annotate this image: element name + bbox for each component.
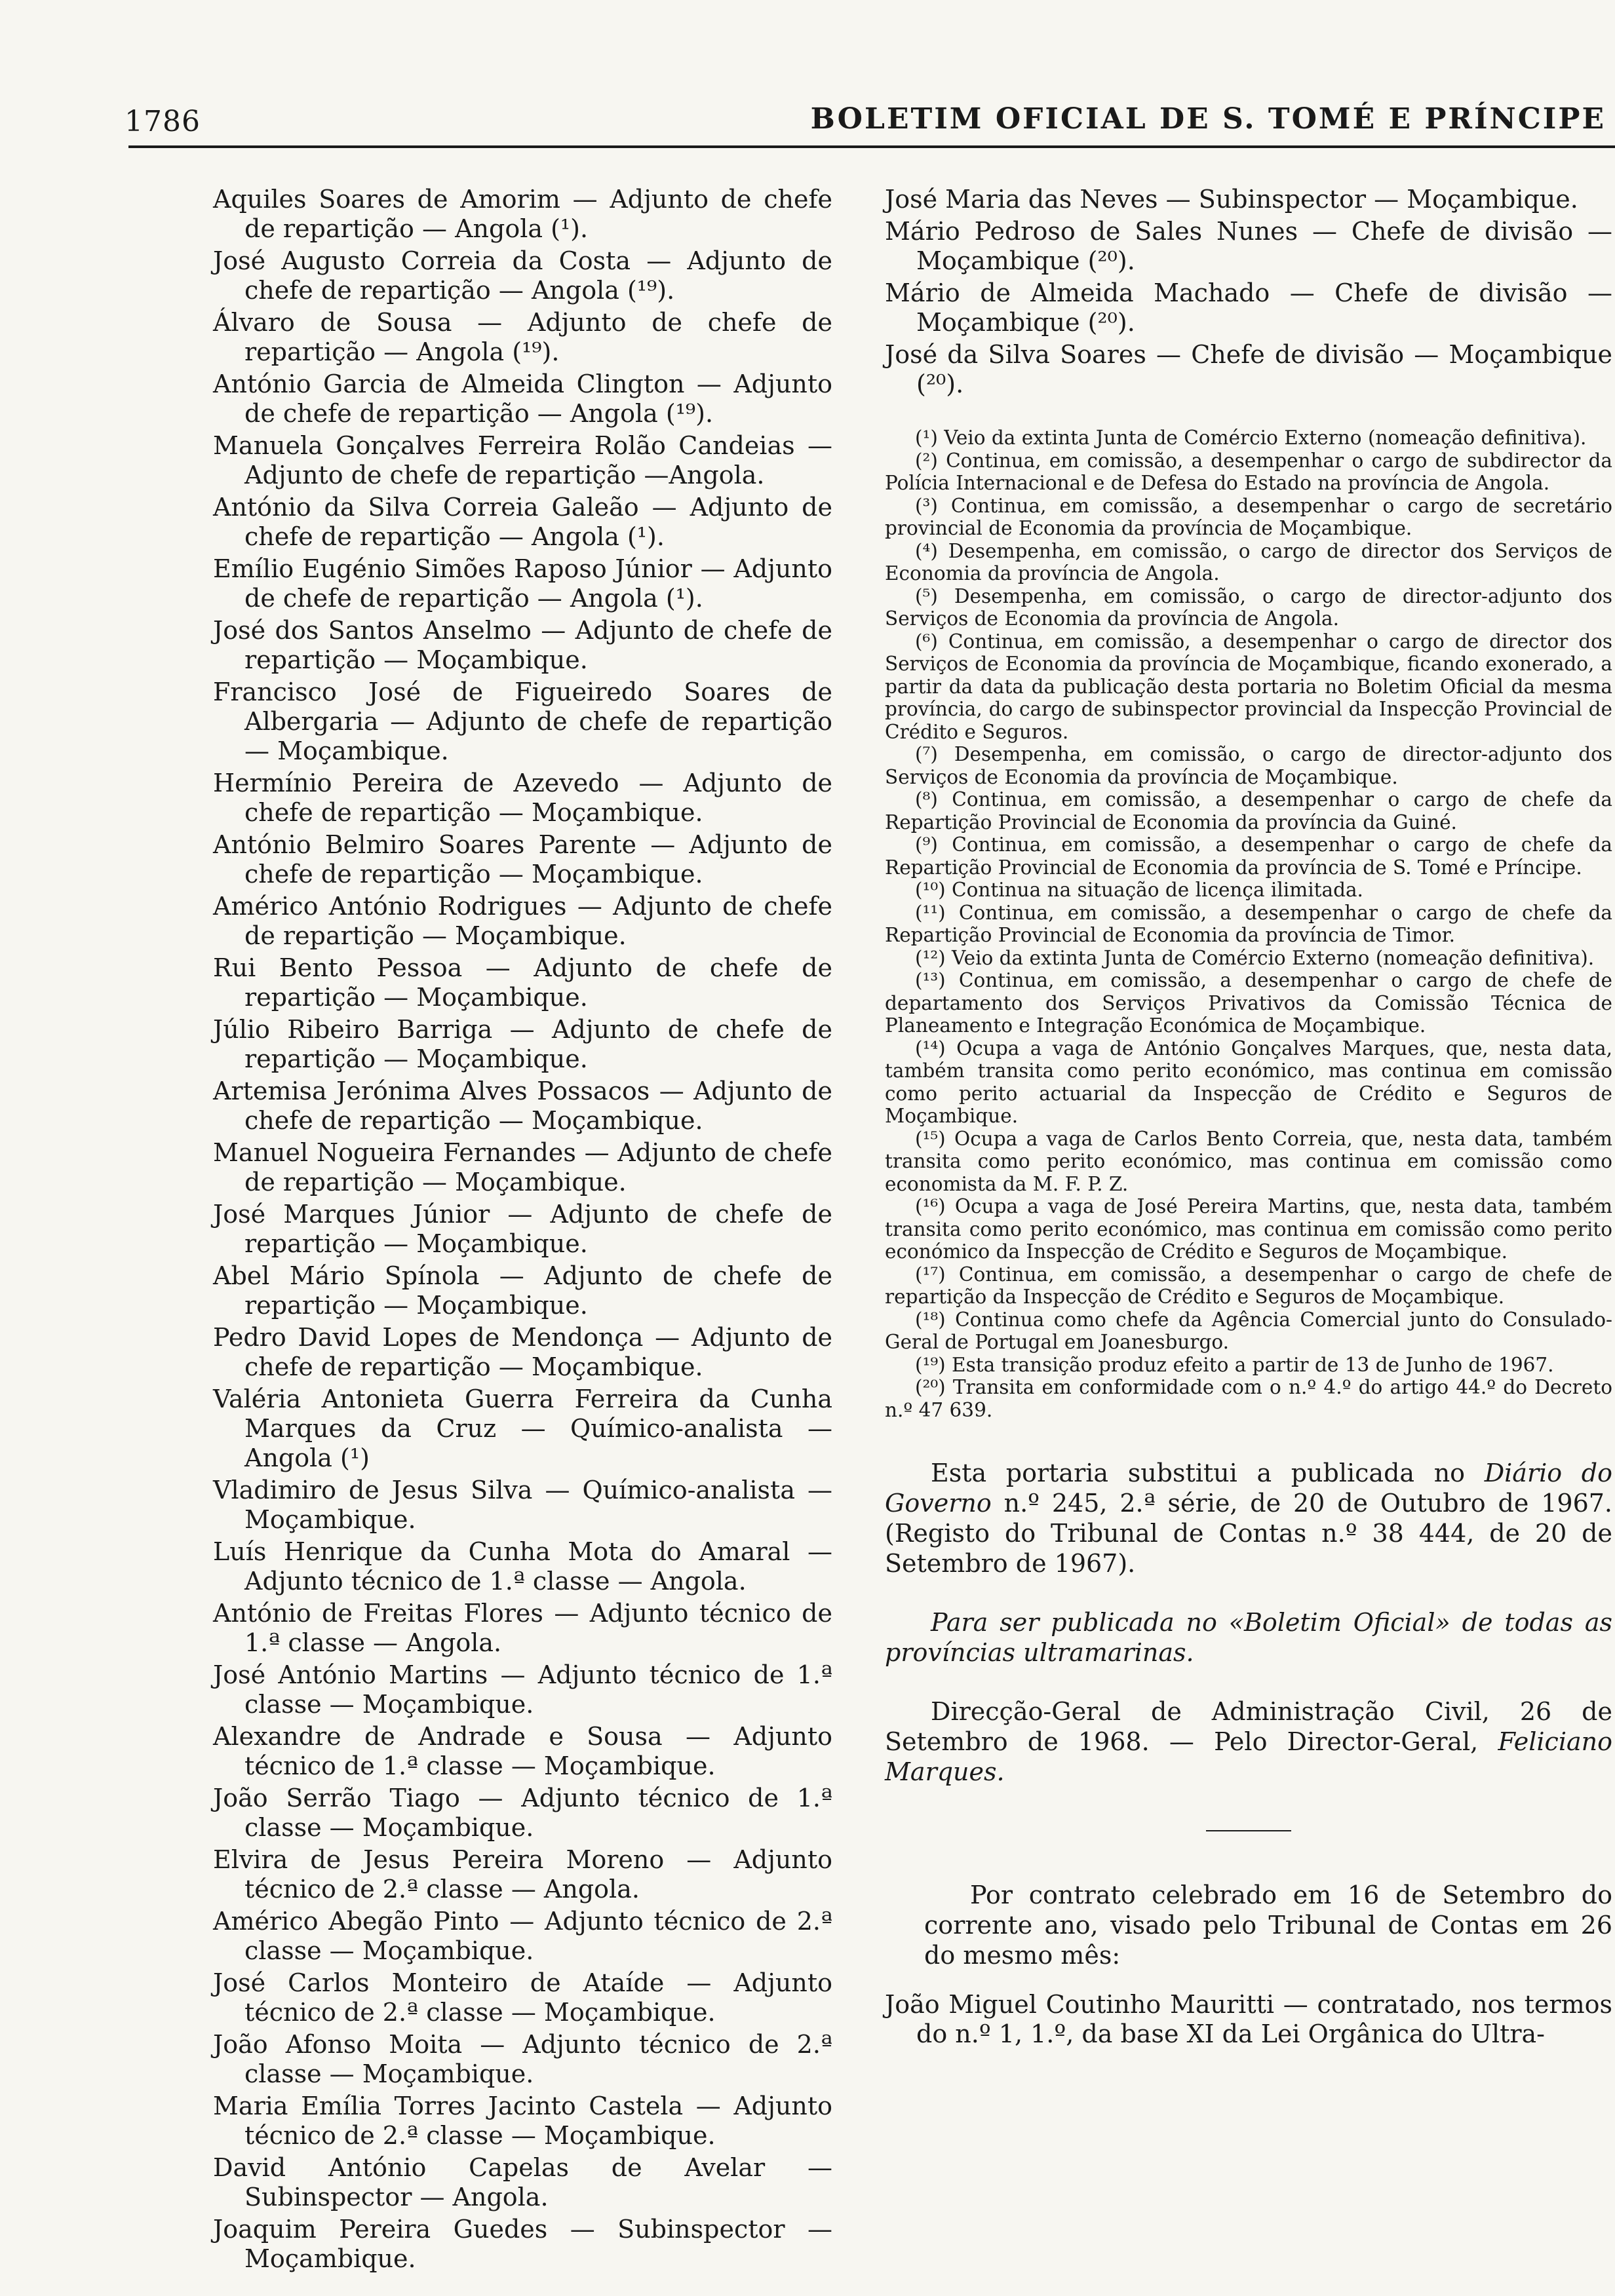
appointee-name: Emílio Eugénio Simões Raposo Júnior	[213, 554, 692, 583]
appointment-detail: — Químico-analista — Angola (¹)	[244, 1414, 832, 1472]
appointment-detail: — Adjunto de chefe de repartição — Moçambique.	[244, 953, 832, 1012]
appointment-entry	[213, 185, 832, 244]
appointment-detail: — Adjunto técnico de 2.ª classe — Moçambique.	[244, 2092, 832, 2150]
appointee-name: José António Martins	[213, 1660, 488, 1689]
appointment-entry	[213, 1385, 832, 1473]
appointee-name: José Augusto Correia da Costa	[213, 246, 631, 275]
appointment-detail: — Chefe de divisão — Moçambique (²⁰).	[916, 217, 1612, 275]
appointee-name: Mário Pedroso de Sales Nunes	[885, 217, 1298, 246]
appointment-entry	[213, 246, 832, 305]
appointment-detail: — Adjunto de chefe de repartição — Angola (¹⁹).	[244, 308, 833, 366]
header-rule	[128, 145, 1615, 148]
appointment-detail: — Adjunto de chefe de repartição — Moçambique.	[244, 1138, 833, 1196]
appointment-entry	[213, 1261, 832, 1320]
right-entries-list	[885, 185, 1612, 399]
appointment-detail: — Adjunto de chefe de repartição — Moçambique.	[244, 616, 832, 674]
appointment-detail: — Adjunto de chefe de repartição — Moçambique.	[244, 1015, 832, 1073]
appointee-name: José Marques Júnior	[213, 1200, 490, 1229]
appointee-name: António da Silva Correia Galeão	[213, 493, 639, 522]
appointment-entry	[213, 678, 832, 766]
appointment-entry	[213, 554, 832, 613]
appointment-entry	[213, 892, 832, 951]
contract-intro: Por contrato celebrado em 16 de Setembro do corrente ano, visado pelo Tribunal de Contas em 26 do mesmo mês:	[924, 1881, 1612, 1970]
footnote: (¹¹) Continua, em comissão, a desempenhar o cargo de chefe da Repartição Provincial de Economia da província de Timor.	[885, 901, 1612, 946]
footnote: (⁹) Continua, em comissão, a desempenhar o cargo de chefe da Repartição Provincial de Economia da província de S. Tomé e Príncipe.	[885, 833, 1612, 879]
footnote: (²) Continua, em comissão, a desempenhar o cargo de subdirector da Polícia Internacional e de Defesa do Estado na província de Angola.	[885, 449, 1612, 494]
contract-entry	[885, 1990, 1612, 2049]
appointee-name: David António Capelas de Avelar	[213, 2153, 766, 2182]
appointment-entry	[213, 1015, 832, 1074]
appointee-name: José da Silva Soares	[885, 340, 1146, 369]
appointee-name: Elvira de Jesus Pereira Moreno	[213, 1845, 665, 1874]
appointment-entry	[213, 431, 832, 490]
appointment-detail: — Adjunto de chefe de repartição — Moçambique.	[244, 769, 833, 827]
appointee-name: Rui Bento Pessoa	[213, 953, 463, 982]
appointment-detail: — Chefe de divisão — Moçambique (²⁰).	[916, 340, 1612, 398]
appointee-name: Américo Abegão Pinto	[213, 1907, 499, 1936]
appointment-detail: — Adjunto de chefe de repartição — Moçambique.	[244, 1261, 832, 1320]
appointment-entry	[213, 1138, 832, 1197]
appointee-name: Mário de Almeida Machado	[885, 278, 1270, 307]
appointment-entry	[213, 1476, 832, 1535]
appointment-detail: — Adjunto de chefe de repartição — Angola (¹).	[244, 185, 832, 243]
statement-part2: n.º 245, 2.ª série, de 20 de Outubro de 1967. (Registo do Tribunal de Contas n.º 38 444, de 20 de Setembro de 1967).	[885, 1489, 1612, 1578]
appointee-name: José dos Santos Anselmo	[213, 616, 532, 645]
appointment-detail: — Adjunto de chefe de repartição — Moçambique.	[244, 1323, 833, 1381]
appointee-name: Américo António Rodrigues	[213, 892, 567, 921]
page-number: 1786	[125, 105, 201, 138]
appointment-detail: — Adjunto técnico de 1.ª classe — Moçambique.	[244, 1722, 833, 1780]
appointment-detail: — Adjunto de chefe de repartição — Angola (¹⁹).	[244, 370, 832, 428]
appointment-entry	[213, 2215, 832, 2274]
appointment-entry	[213, 1537, 832, 1596]
appointment-entry	[213, 493, 832, 552]
appointment-detail: — Subinspector — Moçambique.	[1158, 185, 1578, 214]
footnote: (⁴) Desempenha, em comissão, o cargo de director dos Serviços de Economia da província de Angola.	[885, 539, 1612, 584]
appointment-detail: — Adjunto técnico de 1.ª classe — Moçambique.	[244, 1660, 832, 1719]
footnotes	[885, 427, 1612, 1421]
footnote: (¹⁸) Continua como chefe da Agência Comercial junto do Consulado-Geral de Portugal em Joanesburgo.	[885, 1308, 1612, 1353]
footnote: (¹⁹) Esta transição produz efeito a partir de 13 de Junho de 1967.	[915, 1353, 1554, 1376]
appointee-name: Francisco José de Figueiredo Soares de Albergaria	[213, 678, 832, 736]
signoff-text: Direcção-Geral de Administração Civil, 26 de Setembro de 1968. — Pelo Director-Geral,	[885, 1697, 1612, 1756]
signoff-paragraph	[885, 1696, 1612, 1787]
footnote: (¹⁷) Continua, em comissão, a desempenhar o cargo de chefe de repartição da Inspecção de Crédito e Seguros de Moçambique.	[885, 1263, 1612, 1308]
footnote: (¹²) Veio da extinta Junta de Comércio Externo (nomeação definitiva).	[915, 946, 1595, 969]
footnote: (¹³) Continua, em comissão, a desempenhar o cargo de chefe de departamento dos Serviços Privativos da Comissão Técnica de Planeamento e Integração Económica de Moçambique.	[885, 969, 1612, 1037]
footnote: (⁵) Desempenha, em comissão, o cargo de director-adjunto dos Serviços de Economia da província de Angola.	[885, 584, 1612, 630]
appointment-entry	[213, 953, 832, 1012]
appointment-entry	[885, 217, 1612, 276]
appointee-name: Júlio Ribeiro Barriga	[213, 1015, 493, 1044]
publication-note: Para ser publicada no «Boletim Oficial» de todas as províncias ultramarinas.	[885, 1608, 1612, 1667]
appointment-detail: — Subinspector — Moçambique.	[244, 2215, 832, 2273]
publication-title: BOLETIM OFICIAL DE S. TOMÉ E PRÍNCIPE	[810, 102, 1606, 136]
footnote: (⁸) Continua, em comissão, a desempenhar o cargo de chefe da Repartição Provincial de Economia da província da Guiné.	[885, 788, 1612, 833]
footnote: (¹⁵) Ocupa a vaga de Carlos Bento Correia, que, nesta data, também transita como perito económico, mas continua em comissão como economista da M. F. P. Z.	[885, 1127, 1612, 1195]
contract-entry-text: — contratado, nos termos do n.º 1, 1.º, da base XI da Lei Orgânica do Ultra-	[916, 1990, 1612, 2048]
appointment-entry	[213, 1784, 832, 1843]
appointment-detail: — Adjunto de chefe de repartição — Moçambique.	[244, 1200, 832, 1258]
appointee-name: Maria Emília Torres Jacinto Castela	[213, 2092, 684, 2120]
appointment-detail: — Adjunto de chefe de repartição — Moçambique.	[244, 892, 833, 950]
appointee-name: António Garcia de Almeida Clington	[213, 370, 685, 398]
section-divider	[1206, 1830, 1291, 1831]
appointment-entry	[213, 370, 832, 429]
appointee-name: Artemisa Jerónima Alves Possacos	[213, 1077, 650, 1105]
appointment-entry	[885, 185, 1612, 214]
appointment-detail: — Adjunto técnico de 2.ª classe — Moçambique.	[244, 1968, 832, 2027]
appointment-detail: — Adjunto técnico de 1.ª classe — Moçambique.	[244, 1784, 833, 1842]
appointee-name: António Belmiro Soares Parente	[213, 830, 637, 859]
signer-name: Feliciano Marques.	[885, 1727, 1612, 1786]
appointment-entry	[213, 1968, 832, 2027]
appointment-detail: — Adjunto técnico de 2.ª classe — Moçambique.	[244, 2030, 832, 2088]
appointment-entry	[213, 308, 832, 367]
appointment-entry	[213, 1200, 832, 1259]
appointee-name: Hermínio Pereira de Azevedo	[213, 769, 619, 797]
footnote: (²⁰) Transita em conformidade com o n.º 4.º do artigo 44.º do Decreto n.º 47 639.	[885, 1376, 1612, 1421]
appointment-detail: — Subinspector — Angola.	[244, 2153, 832, 2211]
appointment-entry	[213, 1599, 832, 1658]
footnote: (¹⁰) Continua na situação de licença ilimitada.	[915, 879, 1363, 901]
appointment-detail: — Adjunto de chefe de repartição —Angola.	[244, 431, 832, 489]
footnote: (¹) Veio da extinta Junta de Comércio Externo (nomeação definitiva).	[915, 427, 1587, 449]
appointee-name: Valéria Antonieta Guerra Ferreira da Cunha Marques da Cruz	[213, 1385, 832, 1443]
appointee-name: José Maria das Neves	[885, 185, 1158, 214]
appointment-entry	[213, 1722, 832, 1781]
appointment-entry	[213, 2030, 832, 2089]
appointee-name: Álvaro de Sousa	[213, 308, 452, 337]
statement-paragraph	[885, 1458, 1612, 1578]
right-column	[885, 185, 1612, 2052]
footnote: (¹⁴) Ocupa a vaga de António Gonçalves Marques, que, nesta data, também transita como perito económico, mas continua em comissão como perito actuarial da Inspecção de Crédito e Seguros de Moçambique.	[885, 1037, 1612, 1127]
contract-entry-name: João Miguel Coutinho Mauritti	[885, 1990, 1275, 2019]
appointment-entry	[213, 830, 832, 889]
appointment-detail: — Adjunto de chefe de repartição — Moçambique.	[244, 1077, 832, 1135]
appointee-name: Alexandre de Andrade e Sousa	[213, 1722, 663, 1751]
appointment-detail: — Adjunto de chefe de repartição — Angola (¹⁹).	[244, 246, 832, 305]
left-column	[213, 185, 832, 2276]
appointee-name: Manuel Nogueira Fernandes	[213, 1138, 576, 1167]
appointment-entry	[213, 1323, 832, 1382]
appointee-name: Abel Mário Spínola	[213, 1261, 480, 1290]
footnote: (³) Continua, em comissão, a desempenhar o cargo de secretário provincial de Economia da província de Moçambique.	[885, 494, 1612, 539]
appointment-detail: — Adjunto de chefe de repartição — Moçambique.	[244, 830, 832, 889]
appointment-detail: — Adjunto de chefe de repartição — Angola (¹).	[244, 554, 832, 613]
appointment-entry	[213, 2092, 832, 2151]
footnote: (¹⁶) Ocupa a vaga de José Pereira Martins, que, nesta data, também transita como perito económico, mas continua em comissão como perito económico da Inspecção de Crédito e Seguros de Moçambique.	[885, 1195, 1612, 1263]
appointment-entry	[213, 1660, 832, 1719]
appointee-name: Manuela Gonçalves Ferreira Rolão Candeias	[213, 431, 795, 460]
appointee-name: Vladimiro de Jesus Silva	[213, 1476, 533, 1504]
appointee-name: João Afonso Moita	[213, 2030, 463, 2059]
appointee-name: Pedro David Lopes de Mendonça	[213, 1323, 644, 1352]
footnote: (⁷) Desempenha, em comissão, o cargo de director-adjunto dos Serviços de Economia da província de Moçambique.	[885, 743, 1612, 788]
appointment-entry	[885, 278, 1612, 337]
appointment-entry	[213, 1077, 832, 1136]
appointee-name: Luís Henrique da Cunha Mota do Amaral	[213, 1537, 790, 1566]
appointment-entry	[885, 340, 1612, 399]
appointment-detail: — Químico-analista — Moçambique.	[244, 1476, 832, 1534]
appointment-detail: — Adjunto técnico de 2.ª classe — Moçambique.	[244, 1907, 833, 1965]
statement-part1: Esta portaria substitui a publicada no	[931, 1459, 1485, 1487]
appointee-name: António de Freitas Flores	[213, 1599, 543, 1628]
appointment-detail: — Adjunto técnico de 2.ª classe — Angola.	[244, 1845, 832, 1904]
appointment-entry	[213, 1845, 832, 1904]
appointment-entry	[213, 2153, 832, 2212]
appointment-entry	[213, 1907, 832, 1966]
appointment-detail: — Chefe de divisão — Moçambique (²⁰).	[916, 278, 1612, 337]
footnote: (⁶) Continua, em comissão, a desempenhar o cargo de director dos Serviços de Economia da província de Moçambique, ficando exonerado, a partir da data da publicação desta portaria no Boletim Oficial da mesma província, do cargo de subinspector provincial da Inspecção Provincial de Crédito e Seguros.	[885, 630, 1612, 743]
appointee-name: João Serrão Tiago	[213, 1784, 460, 1812]
appointment-detail: — Adjunto técnico de 1.ª classe — Angola.	[244, 1599, 832, 1657]
diario-title: Diário do Governo	[885, 1459, 1612, 1518]
appointee-name: Joaquim Pereira Guedes	[213, 2215, 548, 2244]
appointment-detail: — Adjunto técnico de 1.ª classe — Angola.	[244, 1537, 832, 1596]
appointment-detail: — Adjunto de chefe de repartição — Angola (¹).	[244, 493, 832, 551]
appointment-detail: — Adjunto de chefe de repartição — Moçambique.	[244, 707, 832, 765]
appointment-entry	[213, 769, 832, 828]
appointee-name: José Carlos Monteiro de Ataíde	[213, 1968, 665, 1997]
appointment-entry	[213, 616, 832, 675]
appointee-name: Aquiles Soares de Amorim	[213, 185, 560, 214]
